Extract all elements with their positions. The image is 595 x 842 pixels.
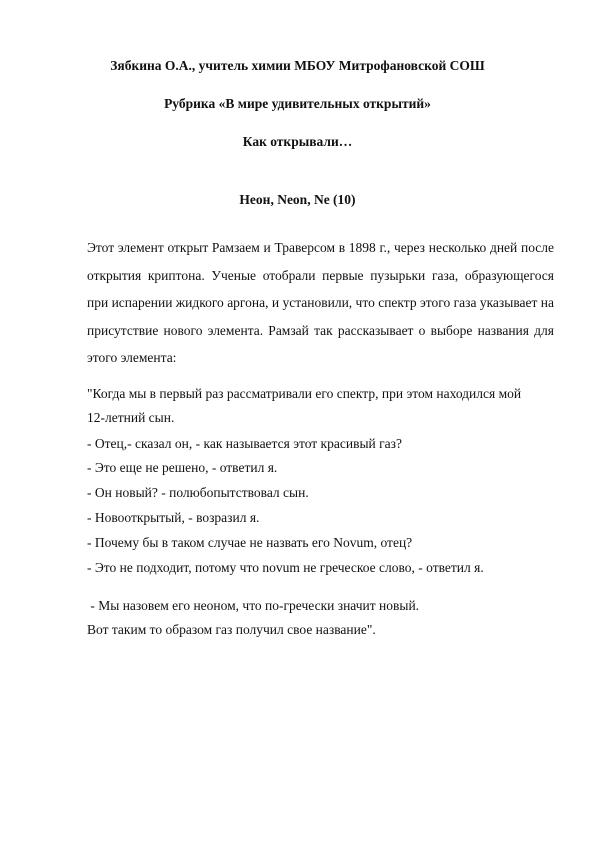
intro-paragraph: Этот элемент открыт Рамзаем и Траверсом в 1898 г., через несколько дней после открытия криптона. Ученые отобрали первые пузырьки газа, образующегося при испарении жидкого аргона, и установили, что спектр этого газа указывает на присутствие нового элемента. Рамзай так рассказывает о выборе названия для этого элемента: [87,240,554,365]
quote-line: - Новооткрытый, - возразил я. [87,510,260,525]
series-line: Как открывали… [242,134,353,149]
quote-line: - Это не подходит, потому что novum не греческое слово, - ответил я. [87,560,484,575]
quote-line: "Когда мы в первый раз рассматривали его спектр, при этом находился мой [87,386,522,401]
quote-line: - Отец,- сказал он, - как называется этот красивый газ? [87,436,402,451]
closing-line: Вот таким то образом газ получил свое название". [87,622,376,637]
author-line: Зябкина О.А., учитель химии МБОУ Митрофановской СОШ [110,58,485,73]
quote-line: - Почему бы в таком случае не назвать его Novum, отец? [87,535,413,550]
quote-line: 12-летний сын. [87,410,175,425]
quote-line: - Это еще не решено, - ответил я. [87,460,278,475]
rubric-line: Рубрика «В мире удивительных открытий» [164,96,431,111]
document-title: Неон, Neon, Ne (10) [239,192,356,207]
quote-line: - Он новый? - полюбопытствовал сын. [87,485,309,500]
closing-line: - Мы назовем его неоном, что по-гречески значит новый. [87,598,420,613]
